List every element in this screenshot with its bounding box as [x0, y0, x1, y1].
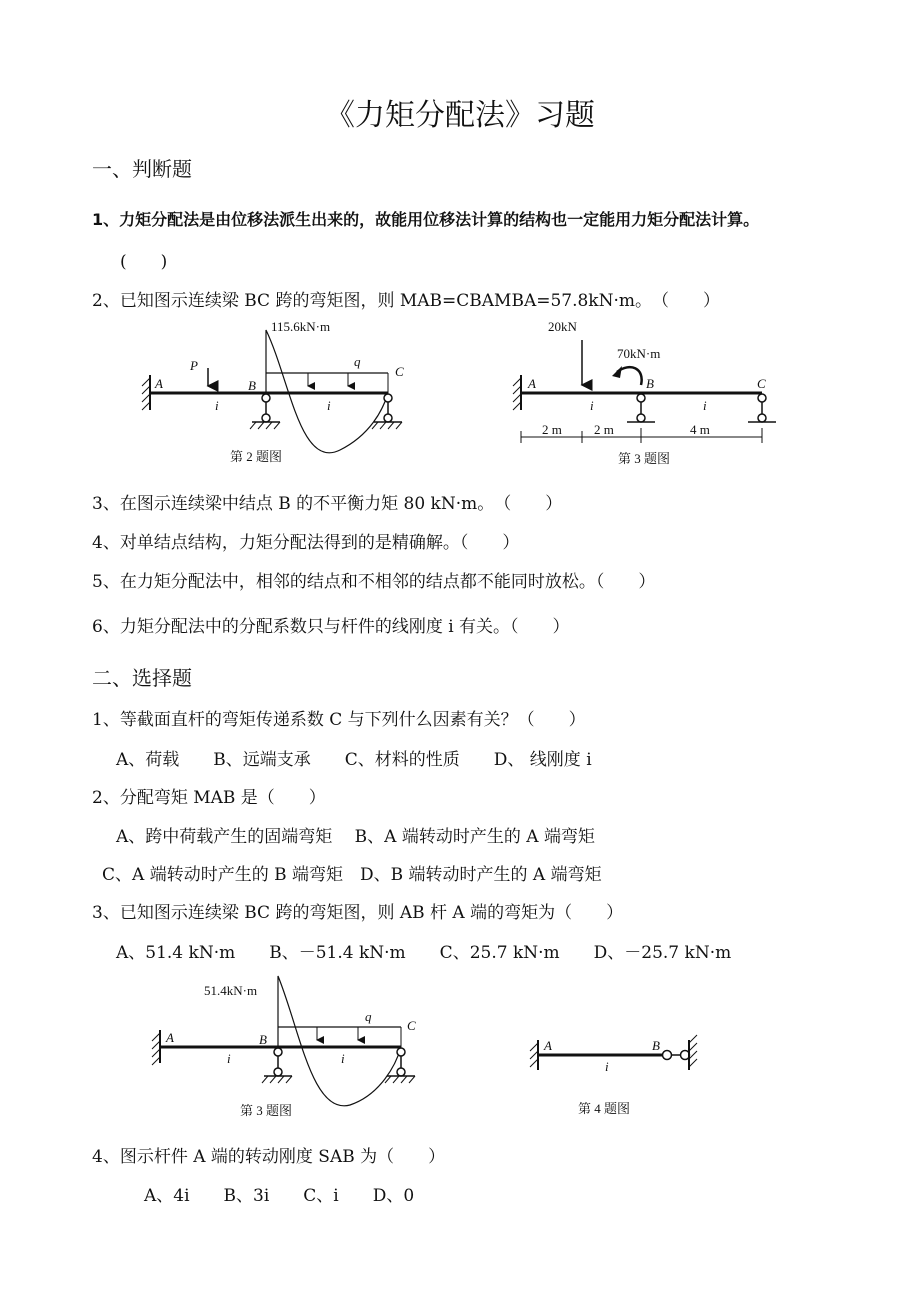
- fig3-caption: 第 3 题图: [618, 451, 671, 466]
- choice-q2-options-2: C、A 端转动时产生的 B 端弯矩 D、B 端转动时产生的 A 端弯矩: [102, 865, 602, 885]
- fig3b-i2-label: i: [341, 1051, 345, 1066]
- page-title: 《力矩分配法》习题: [325, 98, 595, 133]
- fig2-B-label: B: [248, 378, 256, 393]
- judgement-q6: 6、力矩分配法中的分配系数只与杆件的线刚度 i 有关。（ ）: [92, 617, 570, 637]
- judgement-q1: 1、力矩分配法是由位移法派生出来的，故能用位移法计算的结构也一定能用力矩分配法计算。: [92, 210, 760, 229]
- fig3b-B-label: B: [259, 1032, 267, 1047]
- fig3-B-label: B: [646, 376, 654, 391]
- section-heading-choice: 二、选择题: [92, 666, 192, 690]
- judgement-q4: 4、对单结点结构，力矩分配法得到的是精确解。（ ）: [92, 533, 520, 553]
- fig3b-A-label: A: [166, 1030, 174, 1045]
- fig4-B-label: B: [652, 1038, 660, 1053]
- fig3b-C-label: C: [407, 1018, 416, 1033]
- choice-q3: 3、已知图示连续梁 BC 跨的弯矩图，则 AB 杆 A 端的弯矩为（ ）: [92, 903, 624, 923]
- fig2-P-label: P: [190, 358, 198, 373]
- judgement-q1-answer: ( ): [120, 252, 168, 272]
- choice-q1-options: A、荷载 B、远端支承 C、材料的性质 D、 线刚度 i: [116, 750, 592, 770]
- fig3b-caption: 第 3 题图: [240, 1103, 293, 1118]
- judgement-q3: 3、在图示连续梁中结点 B 的不平衡力矩 80 kN·m。 （ ）: [92, 494, 563, 514]
- fig2-q-label: q: [354, 354, 361, 369]
- fig2-i1-label: i: [215, 398, 219, 413]
- fig2-A-label: A: [155, 376, 163, 391]
- fig2-i2-label: i: [327, 398, 331, 413]
- fig3-i1-label: i: [590, 398, 594, 413]
- fig4-A-label: A: [544, 1038, 552, 1053]
- fig3-force-label: 20kN: [548, 319, 577, 334]
- fig3-A-label: A: [528, 376, 536, 391]
- fig3-dim1: 2 m: [542, 422, 562, 437]
- fig2-C-label: C: [395, 364, 404, 379]
- fig4-caption: 第 4 题图: [578, 1101, 631, 1116]
- choice-q2: 2、分配弯矩 MAB 是（ ）: [92, 788, 326, 808]
- fig3-i2-label: i: [703, 398, 707, 413]
- fig3-C-label: C: [757, 376, 766, 391]
- section-heading-judgement: 一、判断题: [92, 157, 192, 181]
- choice-q1: 1、等截面直杆的弯矩传递系数 C 与下列什么因素有关？（ ）: [92, 710, 586, 730]
- judgement-q2: 2、已知图示连续梁 BC 跨的弯矩图，则 MAB=CBAMBA=57.8kN·m。 （ ）: [92, 291, 721, 311]
- fig3-moment-label: 70kN·m: [617, 346, 661, 361]
- fig2-caption: 第 2 题图: [230, 449, 283, 464]
- choice-q2-options-1: A、跨中荷载产生的固端弯矩 B、A 端转动时产生的 A 端弯矩: [116, 827, 595, 847]
- choice-q4-options: A、4i B、3i C、i D、0: [144, 1186, 415, 1206]
- fig3b-moment-label: 51.4kN·m: [204, 983, 258, 998]
- fig3b-i1-label: i: [227, 1051, 231, 1066]
- fig4-i-label: i: [605, 1059, 609, 1074]
- choice-q3-options: A、51.4 kN·m B、－51.4 kN·m C、25.7 kN·m D、－25.7 kN·m: [116, 943, 732, 963]
- fig3-dim3: 4 m: [690, 422, 710, 437]
- fig2-moment-label: 115.6kN·m: [271, 319, 331, 334]
- choice-q4: 4、图示杆件 A 端的转动刚度 SAB 为（ ）: [92, 1147, 446, 1167]
- fig3b-q-label: q: [365, 1009, 372, 1024]
- judgement-q5: 5、在力矩分配法中，相邻的结点和不相邻的结点都不能同时放松。（ ）: [92, 572, 656, 592]
- fig3-dim2: 2 m: [594, 422, 614, 437]
